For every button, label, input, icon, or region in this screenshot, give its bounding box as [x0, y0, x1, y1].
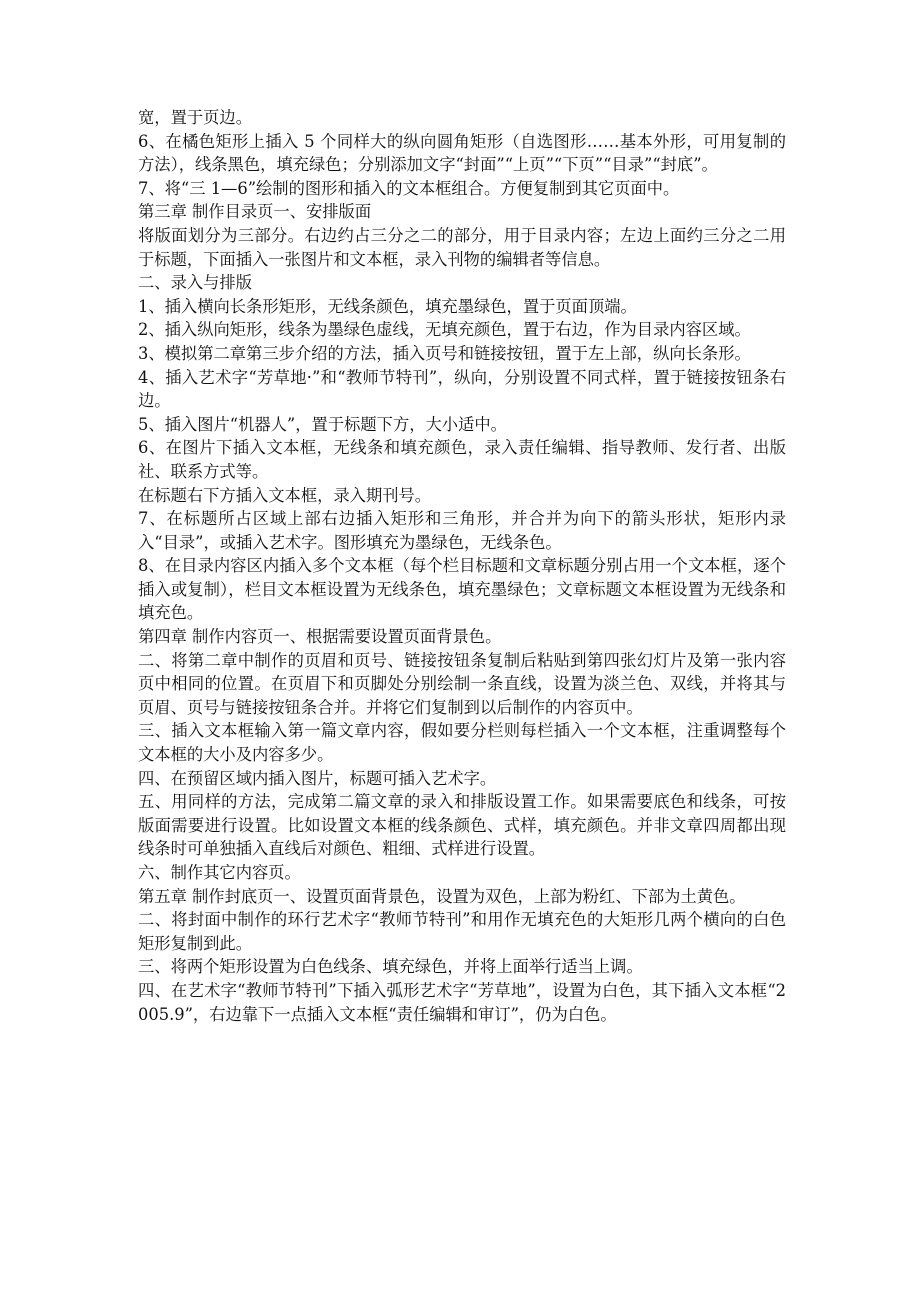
paragraph: 三、将两个矩形设置为白色线条、填充绿色，并将上面举行适当上调。 — [138, 957, 643, 977]
paragraph: 6、在图片下插入文本框，无线条和填充颜色，录入责任编辑、指导教师、发行者、出版社、联系方式等。 — [138, 438, 786, 481]
section-heading: 二、录入与排版 — [138, 273, 252, 293]
paragraph: 六、制作其它内容页。 — [138, 863, 301, 882]
chapter-heading: 第三章 制作目录页一、安排版面 — [138, 202, 372, 222]
paragraph: 四、在艺术字“教师节特刊”下插入弧形艺术字“芳草地”，设置为白色，其下插入文本框“2005.9”，右边靠下一点插入文本框“责任编辑和审订”，仍为白色。 — [138, 980, 786, 1024]
paragraph: 将版面划分为三部分。右边约占三分之二的部分，用于目录内容；左边上面约三分之二用于标题，下面插入一张图片和文本框，录入刊物的编辑者等信息。 — [138, 225, 786, 269]
paragraph: 二、将封面中制作的环行艺术字“教师节特刊”和用作无填充色的大矩形几两个横向的白色矩形复制到此。 — [138, 910, 786, 953]
chapter-heading: 第四章 制作内容页一、根据需要设置页面背景色。 — [138, 627, 502, 647]
paragraph: 四、在预留区域内插入图片，标题可插入艺术字。 — [138, 768, 497, 788]
paragraph: 6、在橘色矩形上插入 5 个同样大的纵向圆角矩形（自选图形……基本外形，可用复制的方法），线条黑色，填充绿色；分别添加文字“封面”“上页”“下页”“目录”“封底”。 — [138, 131, 786, 175]
paragraph: 宽，置于页边。 — [138, 108, 252, 127]
paragraph: 7、将“三 1—6”绘制的图形和插入的文本框组合。方便复制到其它页面中。 — [138, 178, 680, 198]
paragraph: 5、插入图片“机器人”，置于标题下方，大小适中。 — [138, 414, 507, 434]
paragraph: 8、在目录内容区内插入多个文本框（每个栏目标题和文章标题分别占用一个文本框，逐个插入或复制），栏目文本框设置为无线条色，填充墨绿色；文章标题文本框设置为无线条和填充色。 — [138, 556, 786, 623]
paragraph: 7、在标题所占区域上部右边插入矩形和三角形，并合并为向下的箭头形状，矩形内录入“目录”，或插入艺术字。图形填充为墨绿色，无线条色。 — [138, 509, 786, 552]
paragraph: 2、插入纵向矩形，线条为墨绿色虚线，无填充颜色，置于右边，作为目录内容区域。 — [138, 320, 751, 340]
chapter-heading: 第五章 制作封底页一、设置页面背景色，设置为双色，上部为粉红、下部为土黄色。 — [138, 886, 746, 906]
document-body — [138, 106, 786, 1026]
paragraph: 1、插入横向长条形矩形，无线条颜色，填充墨绿色，置于页面顶端。 — [138, 296, 637, 316]
paragraph: 在标题右下方插入文本框，录入期刊号。 — [138, 485, 432, 505]
paragraph: 4、插入艺术字“芳草地·”和“教师节特刊”，纵向，分别设置不同式样，置于链接按钮条右边。 — [138, 367, 786, 411]
paragraph: 三、插入文本框输入第一篇文章内容，假如要分栏则每栏插入一个文本框，注重调整每个文本框的大小及内容多少。 — [138, 721, 786, 765]
paragraph: 二、将第二章中制作的页眉和页号、链接按钮条复制后粘贴到第四张幻灯片及第一张内容页中相同的位置。在页眉下和页脚处分别绘制一条直线，设置为淡兰色、双线，并将其与页眉、页号与链接按钮条合并。并将它们复制到以后制作的内容页中。 — [138, 650, 786, 717]
paragraph: 五、用同样的方法，完成第二篇文章的录入和排版设置工作。如果需要底色和线条，可按版面需要进行设置。比如设置文本框的线条颜色、式样，填充颜色。并非文章四周都出现线条时可单独插入直线后对颜色、粗细、式样进行设置。 — [138, 792, 786, 859]
paragraph: 3、模拟第二章第三步介绍的方法，插入页号和链接按钮，置于左上部，纵向长条形。 — [138, 343, 751, 363]
